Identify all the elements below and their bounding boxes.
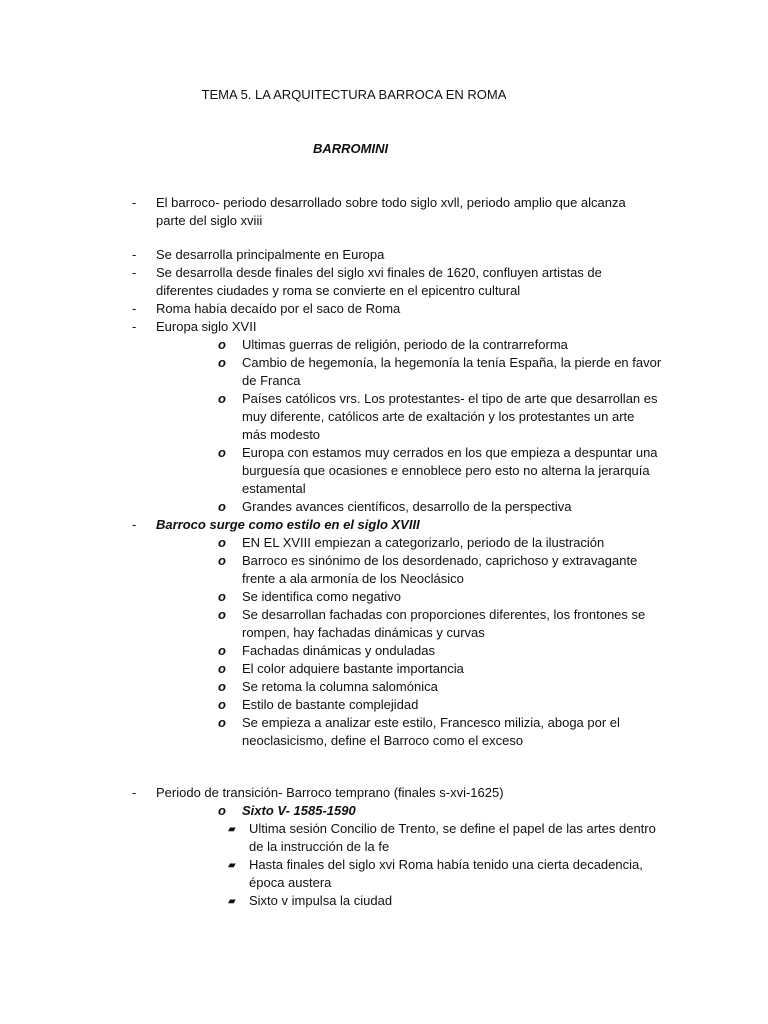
dash-bullet: - xyxy=(132,319,137,334)
section-heading: Barroco surge como estilo en el siglo XVIII xyxy=(156,517,420,532)
dash-bullet: - xyxy=(132,517,137,532)
circle-bullet: o xyxy=(218,679,226,694)
sub-list-item: o Países católicos vrs. Los protestantes- el tipo de arte que desarrollan es muy diferente, católicos arte de exaltación y los protestantes un arte más modesto xyxy=(218,391,658,442)
sub-list-item: o Se desarrollan fachadas con proporciones diferentes, los frontones se rompen, hay fachadas dinámicas y curvas xyxy=(218,607,646,640)
list-item: - Roma había decaído por el saco de Roma xyxy=(132,301,401,316)
sub-list-item: o Grandes avances científicos, desarrollo de la perspectiva xyxy=(218,499,572,514)
circle-bullet: o xyxy=(218,535,226,550)
document-subtitle: BARROMINI xyxy=(313,141,389,156)
document-body xyxy=(0,194,768,910)
sub-list-item: o Se retoma la columna salomónica xyxy=(218,679,438,694)
square-bullet-icon: ▰ xyxy=(228,824,236,835)
sub-sub-list-item: ▰ Sixto v impulsa la ciudad xyxy=(0,892,659,910)
circle-bullet: o xyxy=(218,589,226,604)
sub-list-item: o Cambio de hegemonía, la hegemonía la tenía España, la pierde en favor de Franca xyxy=(218,355,662,388)
circle-bullet: o xyxy=(218,391,226,406)
circle-bullet: o xyxy=(218,715,226,730)
sub-list-item: o Se empieza a analizar este estilo, Francesco milizia, aboga por el neoclasicismo, define el Barroco como el exceso xyxy=(218,715,620,748)
list-item: - Periodo de transición- Barroco temprano (finales s-xvi-1625) xyxy=(132,785,504,800)
circle-bullet: o xyxy=(218,803,226,818)
sub-heading: Sixto V- 1585-1590 xyxy=(242,803,356,818)
dash-bullet: - xyxy=(132,265,137,280)
list-item: - El barroco- periodo desarrollado sobre todo siglo xvll, periodo amplio que alcanza parte del siglo xviii xyxy=(132,195,626,228)
sub-list-item: o Europa con estamos muy cerrados en los que empieza a despuntar una burguesía que ocasiones e ennoblece pero esto no alterna la jerarquía estamental xyxy=(218,445,658,496)
circle-bullet: o xyxy=(218,553,226,568)
square-bullet-icon: ▰ xyxy=(228,860,236,871)
dash-bullet: - xyxy=(132,247,137,262)
list-item: - Se desarrolla principalmente en Europa xyxy=(132,247,385,262)
circle-bullet: o xyxy=(218,499,226,514)
circle-bullet: o xyxy=(218,445,226,460)
dash-bullet: - xyxy=(132,785,137,800)
sub-list-item: o Se identifica como negativo xyxy=(218,589,401,604)
circle-bullet: o xyxy=(218,607,226,622)
document-title: TEMA 5. LA ARQUITECTURA BARROCA EN ROMA xyxy=(201,87,507,102)
circle-bullet: o xyxy=(218,661,226,676)
square-bullet-icon: ▰ xyxy=(228,896,236,907)
sub-list-item: o Ultimas guerras de religión, periodo de la contrarreforma xyxy=(218,337,568,352)
sub-sub-list-item: ▰ Hasta finales del siglo xvi Roma había tenido una cierta decadencia, época austera xyxy=(228,857,643,890)
sub-list-item: o Barroco es sinónimo de los desordenado, caprichoso y extravagante frente a ala armonía de los Neoclásico xyxy=(218,553,638,586)
list-item xyxy=(0,516,636,534)
circle-bullet: o xyxy=(218,697,226,712)
sub-list-item: o Fachadas dinámicas y onduladas xyxy=(218,643,435,658)
dash-bullet: - xyxy=(132,301,137,316)
sub-sub-list-item: ▰ Ultima sesión Concilio de Trento, se define el papel de las artes dentro de la instrucción de la fe xyxy=(228,821,656,854)
sub-list-item xyxy=(0,802,662,820)
list-item: - Europa siglo XVII xyxy=(132,319,257,334)
sub-list-item: o El color adquiere bastante importancia xyxy=(218,661,464,676)
circle-bullet: o xyxy=(218,337,226,352)
list-item: - Se desarrolla desde finales del siglo xvi finales de 1620, confluyen artistas de diferentes ciudades y roma se convierte en el epicentro cultural xyxy=(132,265,602,298)
circle-bullet: o xyxy=(218,643,226,658)
sub-list-item: o Estilo de bastante complejidad xyxy=(218,697,419,712)
dash-bullet: - xyxy=(132,195,137,210)
sub-list-item: o EN EL XVIII empiezan a categorizarlo, periodo de la ilustración xyxy=(218,535,605,550)
circle-bullet: o xyxy=(218,355,226,370)
